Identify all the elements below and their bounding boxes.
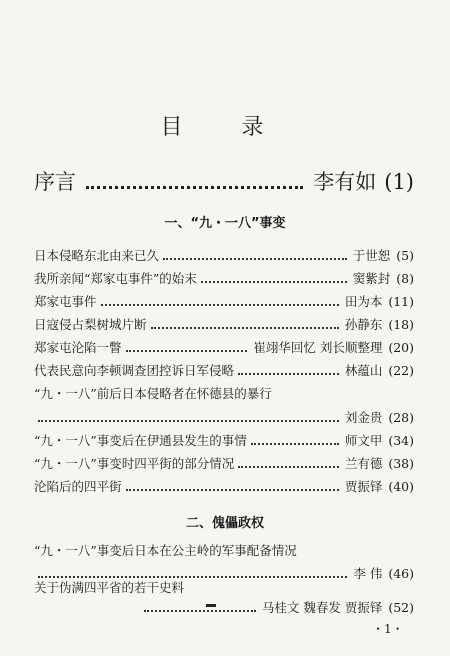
entry-author: 窦紫封 [352, 271, 391, 286]
entry-page: (46) [388, 566, 414, 581]
entry-author: 刘金贵 [344, 410, 383, 425]
entry-title: “九・一八”事变后日本在公主岭的军事配备情况 [34, 543, 297, 558]
leader-dots [38, 569, 347, 578]
entry-title: 沦陷后的四平街 [34, 479, 122, 494]
entry-author: 林蕴山 [344, 363, 383, 378]
entry-title: “九・一八”事变时四平街的部分情况 [34, 456, 235, 471]
entry-page: (52) [388, 600, 414, 615]
toc-entry [34, 361, 414, 379]
entry-author: 孙静东 [344, 317, 383, 332]
leader-dots [38, 413, 339, 422]
entry-title: 日本侵略东北由来已久 [34, 248, 160, 263]
toc-entry [34, 454, 414, 472]
entry-author: 兰有德 [344, 456, 383, 471]
entry-title: 代表民意向李顿调查团控诉日军侵略 [34, 363, 235, 378]
entry-title: “九・一八”事变后在伊通县发生的事情 [34, 433, 247, 448]
preface-author: 李有如 [313, 170, 377, 194]
toc-entry [34, 431, 414, 449]
preface-label: 序言 [34, 170, 76, 194]
toc-entry [34, 269, 414, 287]
leader-dots [238, 459, 339, 468]
entry-page: (18) [388, 317, 414, 332]
leader-dots [126, 482, 339, 491]
section-heading-2: 二、傀儡政权 [185, 516, 264, 531]
entry-page: (11) [388, 294, 414, 309]
entry-page: (38) [388, 456, 414, 471]
toc-entry-continuation [140, 598, 414, 616]
entry-title: 郑家屯沦陷一瞥 [34, 340, 122, 355]
toc-entry [34, 292, 414, 310]
leader-dots [86, 176, 303, 189]
page-title: 目 录 [160, 115, 290, 140]
leader-dots [101, 297, 339, 306]
entry-title: “九・一八”前后日本侵略者在怀德县的暴行 [34, 386, 272, 401]
entry-author: 于世恕 [352, 248, 391, 263]
entry-page: (22) [388, 363, 414, 378]
entry-page: (8) [396, 271, 414, 286]
leader-dots [201, 274, 347, 283]
page-folio: ・1・ [372, 622, 404, 636]
entry-title: 日寇侵占梨树城片断 [34, 317, 147, 332]
entry-author: 马桂文 魏春发 贾振铎 [261, 600, 383, 615]
leader-dots [251, 436, 339, 445]
entry-page: (34) [388, 433, 414, 448]
ink-mark [206, 604, 216, 607]
entry-title: 郑家屯事件 [34, 294, 97, 309]
entry-author: 田为本 [344, 294, 383, 309]
toc-entry [34, 246, 414, 264]
toc-entry [34, 477, 414, 495]
preface-entry [34, 166, 414, 196]
leader-dots [151, 320, 339, 329]
entry-page: (28) [388, 410, 414, 425]
entry-title: 关于伪满四平省的若干史料 [34, 580, 185, 595]
section-heading-1: 一、“九・一八”事变 [164, 216, 286, 231]
entry-author: 师文甲 [344, 433, 383, 448]
toc-entry-continuation [34, 408, 414, 426]
leader-dots [126, 343, 248, 352]
entry-title: 我所亲闻“郑家屯事件”的始末 [34, 271, 197, 286]
preface-page: (1) [384, 170, 414, 194]
leader-dots [238, 366, 339, 375]
entry-page: (5) [396, 248, 414, 263]
entry-page: (40) [388, 479, 414, 494]
toc-entry [34, 338, 414, 356]
leader-dots [144, 603, 256, 612]
leader-dots [163, 251, 347, 260]
entry-author: 李 伟 [353, 566, 383, 581]
entry-author: 崔翊华回忆 刘长顺整理 [253, 340, 383, 355]
entry-page: (20) [388, 340, 414, 355]
toc-entry [34, 315, 414, 333]
entry-author: 贾振铎 [344, 479, 383, 494]
